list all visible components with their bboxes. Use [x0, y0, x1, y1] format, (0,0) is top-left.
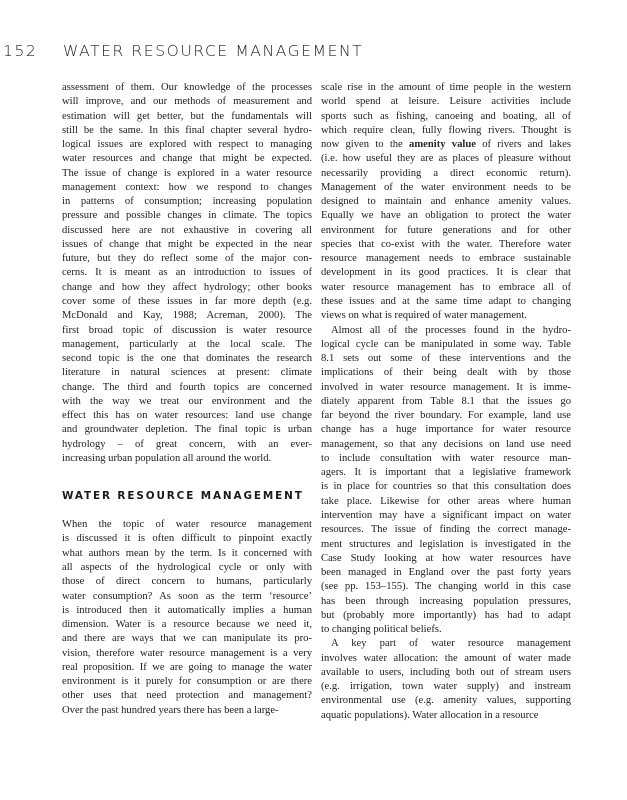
- text-line: available to users, including both out of stream users: [321, 666, 571, 678]
- text-line: change has a huge importance for water resource: [321, 424, 571, 436]
- text-line: all aspects of the hydrological cycle or only with: [62, 561, 312, 573]
- text-line: increasing urban population all around the world.: [62, 452, 272, 464]
- text-line: agers. It is important that a legislative framework: [321, 467, 571, 479]
- text-line: has been through increasing population pressures,: [321, 595, 571, 607]
- text-line: discussed here are not exhaustive in covering all: [62, 224, 312, 236]
- text-line: issues of change that might be expected in the near: [62, 238, 312, 250]
- body-paragraph-continued: [321, 152, 571, 323]
- text-line: effect this has on water resources: land use change: [62, 410, 312, 422]
- text-line: Almost all of the processes found in the hydro-: [331, 324, 571, 336]
- text-line: still be the same. In this final chapter several hydro-: [62, 124, 312, 136]
- text-line: and there are ways that we can manipulate its pro-: [62, 633, 312, 645]
- text-line: species that co-exist with the water. Therefore water: [321, 238, 571, 250]
- page-number: 152: [3, 42, 38, 60]
- text-line: ment structures and legislation is investigated in the: [321, 538, 571, 550]
- left-column: [62, 81, 312, 718]
- body-paragraph: [321, 81, 571, 138]
- text-line: Case Study looking at how water resources have: [321, 552, 571, 564]
- intro-paragraph: [62, 81, 312, 466]
- text-line: water resource management has to embrace all of: [321, 281, 571, 293]
- text-line: what authors mean by the term. Is it concerned with: [62, 547, 312, 559]
- text-line: (see pp. 153–155). The changing world in this case: [321, 581, 571, 593]
- text-line: diately apparent from Table 8.1 that the issues go: [321, 395, 571, 407]
- text-line: necessarily providing a direct economic return).: [321, 167, 571, 179]
- text-line: involved in water resource management. It is imme-: [321, 381, 571, 393]
- text-line: resources. The issue of finding the correct manage-: [321, 524, 571, 536]
- spacer: [62, 504, 312, 518]
- text-fragment: of rivers and lakes: [475, 139, 571, 151]
- text-line: is introduced then it automatically implies a human: [62, 604, 312, 616]
- text-line: which require clean, fully flowing rivers. Thought is: [321, 124, 571, 136]
- text-line: 8.1 sets out some of these interventions and the: [321, 353, 571, 365]
- text-line: far beyond the river boundary. For example, land use: [321, 410, 571, 422]
- text-line: other uses that need protection and management?: [62, 690, 312, 702]
- text-line: scale rise in the amount of time people in the western: [321, 82, 571, 93]
- text-line: dimension. Water is a resource because we need it,: [62, 619, 312, 631]
- text-line: When the topic of water resource management: [62, 519, 312, 531]
- text-line: resource management needs to embrace sustainable: [321, 253, 571, 265]
- text-line: change. The third and fourth topics are concerned: [62, 381, 312, 393]
- text-line: future, but they do reflect some of the major con-: [62, 253, 312, 265]
- running-title: WATER RESOURCE MANAGEMENT: [63, 42, 364, 60]
- text-fragment: now given to the: [321, 139, 410, 151]
- text-line: in patterns of consumption; increasing population: [62, 196, 312, 208]
- text-line: Over the past hundred years there has been a large-: [62, 704, 279, 716]
- text-line: been managed in England over the past forty years: [321, 567, 571, 579]
- text-line: literature in natural sciences at present: climate: [62, 367, 312, 379]
- text-line: hydrology – of great concern, with an ever-: [62, 438, 312, 450]
- text-line: change and how they affect hydrology; other books: [62, 281, 312, 293]
- text-line: world spend at leisure. Leisure activities include: [321, 96, 571, 108]
- text-line: those of direct concern to humans, particularly: [62, 576, 312, 588]
- text-line: environmental use (e.g. amenity values, supporting: [321, 695, 571, 707]
- text-line: logical cycle can be manipulated in some way. Table: [321, 338, 571, 350]
- text-line: designed to maintain and enhance amenity values.: [321, 196, 571, 208]
- text-line: estimation will get better, but the fundamentals will: [62, 110, 312, 122]
- text-line: water resources and change that might be expected.: [62, 153, 312, 165]
- text-line: pressure and possible changes in climate. The topics: [62, 210, 312, 222]
- body-paragraph: [321, 637, 571, 723]
- text-line: assessment of them. Our knowledge of the processes: [62, 82, 312, 93]
- text-line: vision, therefore water resource management is a very: [62, 647, 312, 659]
- text-line: to changing political beliefs.: [321, 624, 442, 636]
- text-line: and groundwater depletion. The final topic is urban: [62, 424, 312, 436]
- text-line: management context: how we respond to changes: [62, 181, 312, 193]
- spacer: [62, 466, 312, 488]
- text-line: logical issues are explored with respect to managing: [62, 139, 312, 151]
- right-column: [321, 81, 571, 723]
- text-line: Equally we have an obligation to protect the water: [321, 210, 571, 222]
- text-line: cerns. It is meant as an introduction to issues of: [62, 267, 312, 279]
- text-line: with the way we treat our environment and the: [62, 395, 312, 407]
- text-line: water consumption? As soon as the term ‘resource’: [62, 590, 312, 602]
- body-paragraph: [62, 518, 312, 718]
- text-line: sports such as fishing, canoeing and boating, all of: [321, 110, 571, 122]
- text-line: views on what is required of water management.: [321, 310, 527, 322]
- text-line: to include consultation with water resource man-: [321, 452, 571, 464]
- text-line: [321, 138, 571, 152]
- text-line: intervention may have a significant impact on water: [321, 509, 571, 521]
- section-heading: WATER RESOURCE MANAGEMENT: [62, 490, 304, 503]
- text-line: involves water allocation: the amount of water made: [321, 652, 571, 664]
- text-line: but (probably more importantly) has had to adapt: [321, 609, 571, 621]
- text-line: A key part of water resource management: [331, 638, 571, 650]
- text-line: The issue of change is explored in a water resource: [62, 167, 312, 179]
- text-line: is in place for countries so that this consultation does: [321, 481, 571, 493]
- key-term: amenity value: [409, 139, 476, 151]
- text-line: cover some of these issues in far more depth (e.g.: [62, 295, 312, 307]
- text-line: implications of their being dealt with by those: [321, 367, 571, 379]
- text-line: real proposition. If we are going to manage the water: [62, 661, 312, 673]
- text-line: environment is it purely for consumption or are there: [62, 676, 312, 688]
- text-line: management, particularly at the local scale. The: [62, 338, 312, 350]
- text-line: is discussed it is often difficult to pinpoint exactly: [62, 533, 312, 545]
- text-line: aquatic populations). Water allocation in a resource: [321, 709, 539, 721]
- text-line: take place. Likewise for other areas where human: [321, 495, 571, 507]
- text-line: development in its good practices. It is clear that: [321, 267, 571, 279]
- text-line: management, so that any decisions on land use need: [321, 438, 571, 450]
- text-line: environment for future generations and for other: [321, 224, 571, 236]
- text-line: (i.e. how useful they are as places of pleasure without: [321, 153, 571, 165]
- text-line: (e.g. irrigation, town water supply) and instream: [321, 681, 571, 693]
- text-line: first broad topic of discussion is water resource: [62, 324, 312, 336]
- text-line: will improve, and our methods of measurement and: [62, 96, 312, 108]
- body-paragraph: [321, 324, 571, 638]
- text-line: McDonald and Kay, 1988; Acreman, 2000). The: [62, 310, 312, 322]
- text-line: Management of the water environment needs to be: [321, 181, 571, 193]
- text-line: these issues and at the same time adapt to changing: [321, 295, 571, 307]
- text-line: second topic is the one that dominates the research: [62, 353, 312, 365]
